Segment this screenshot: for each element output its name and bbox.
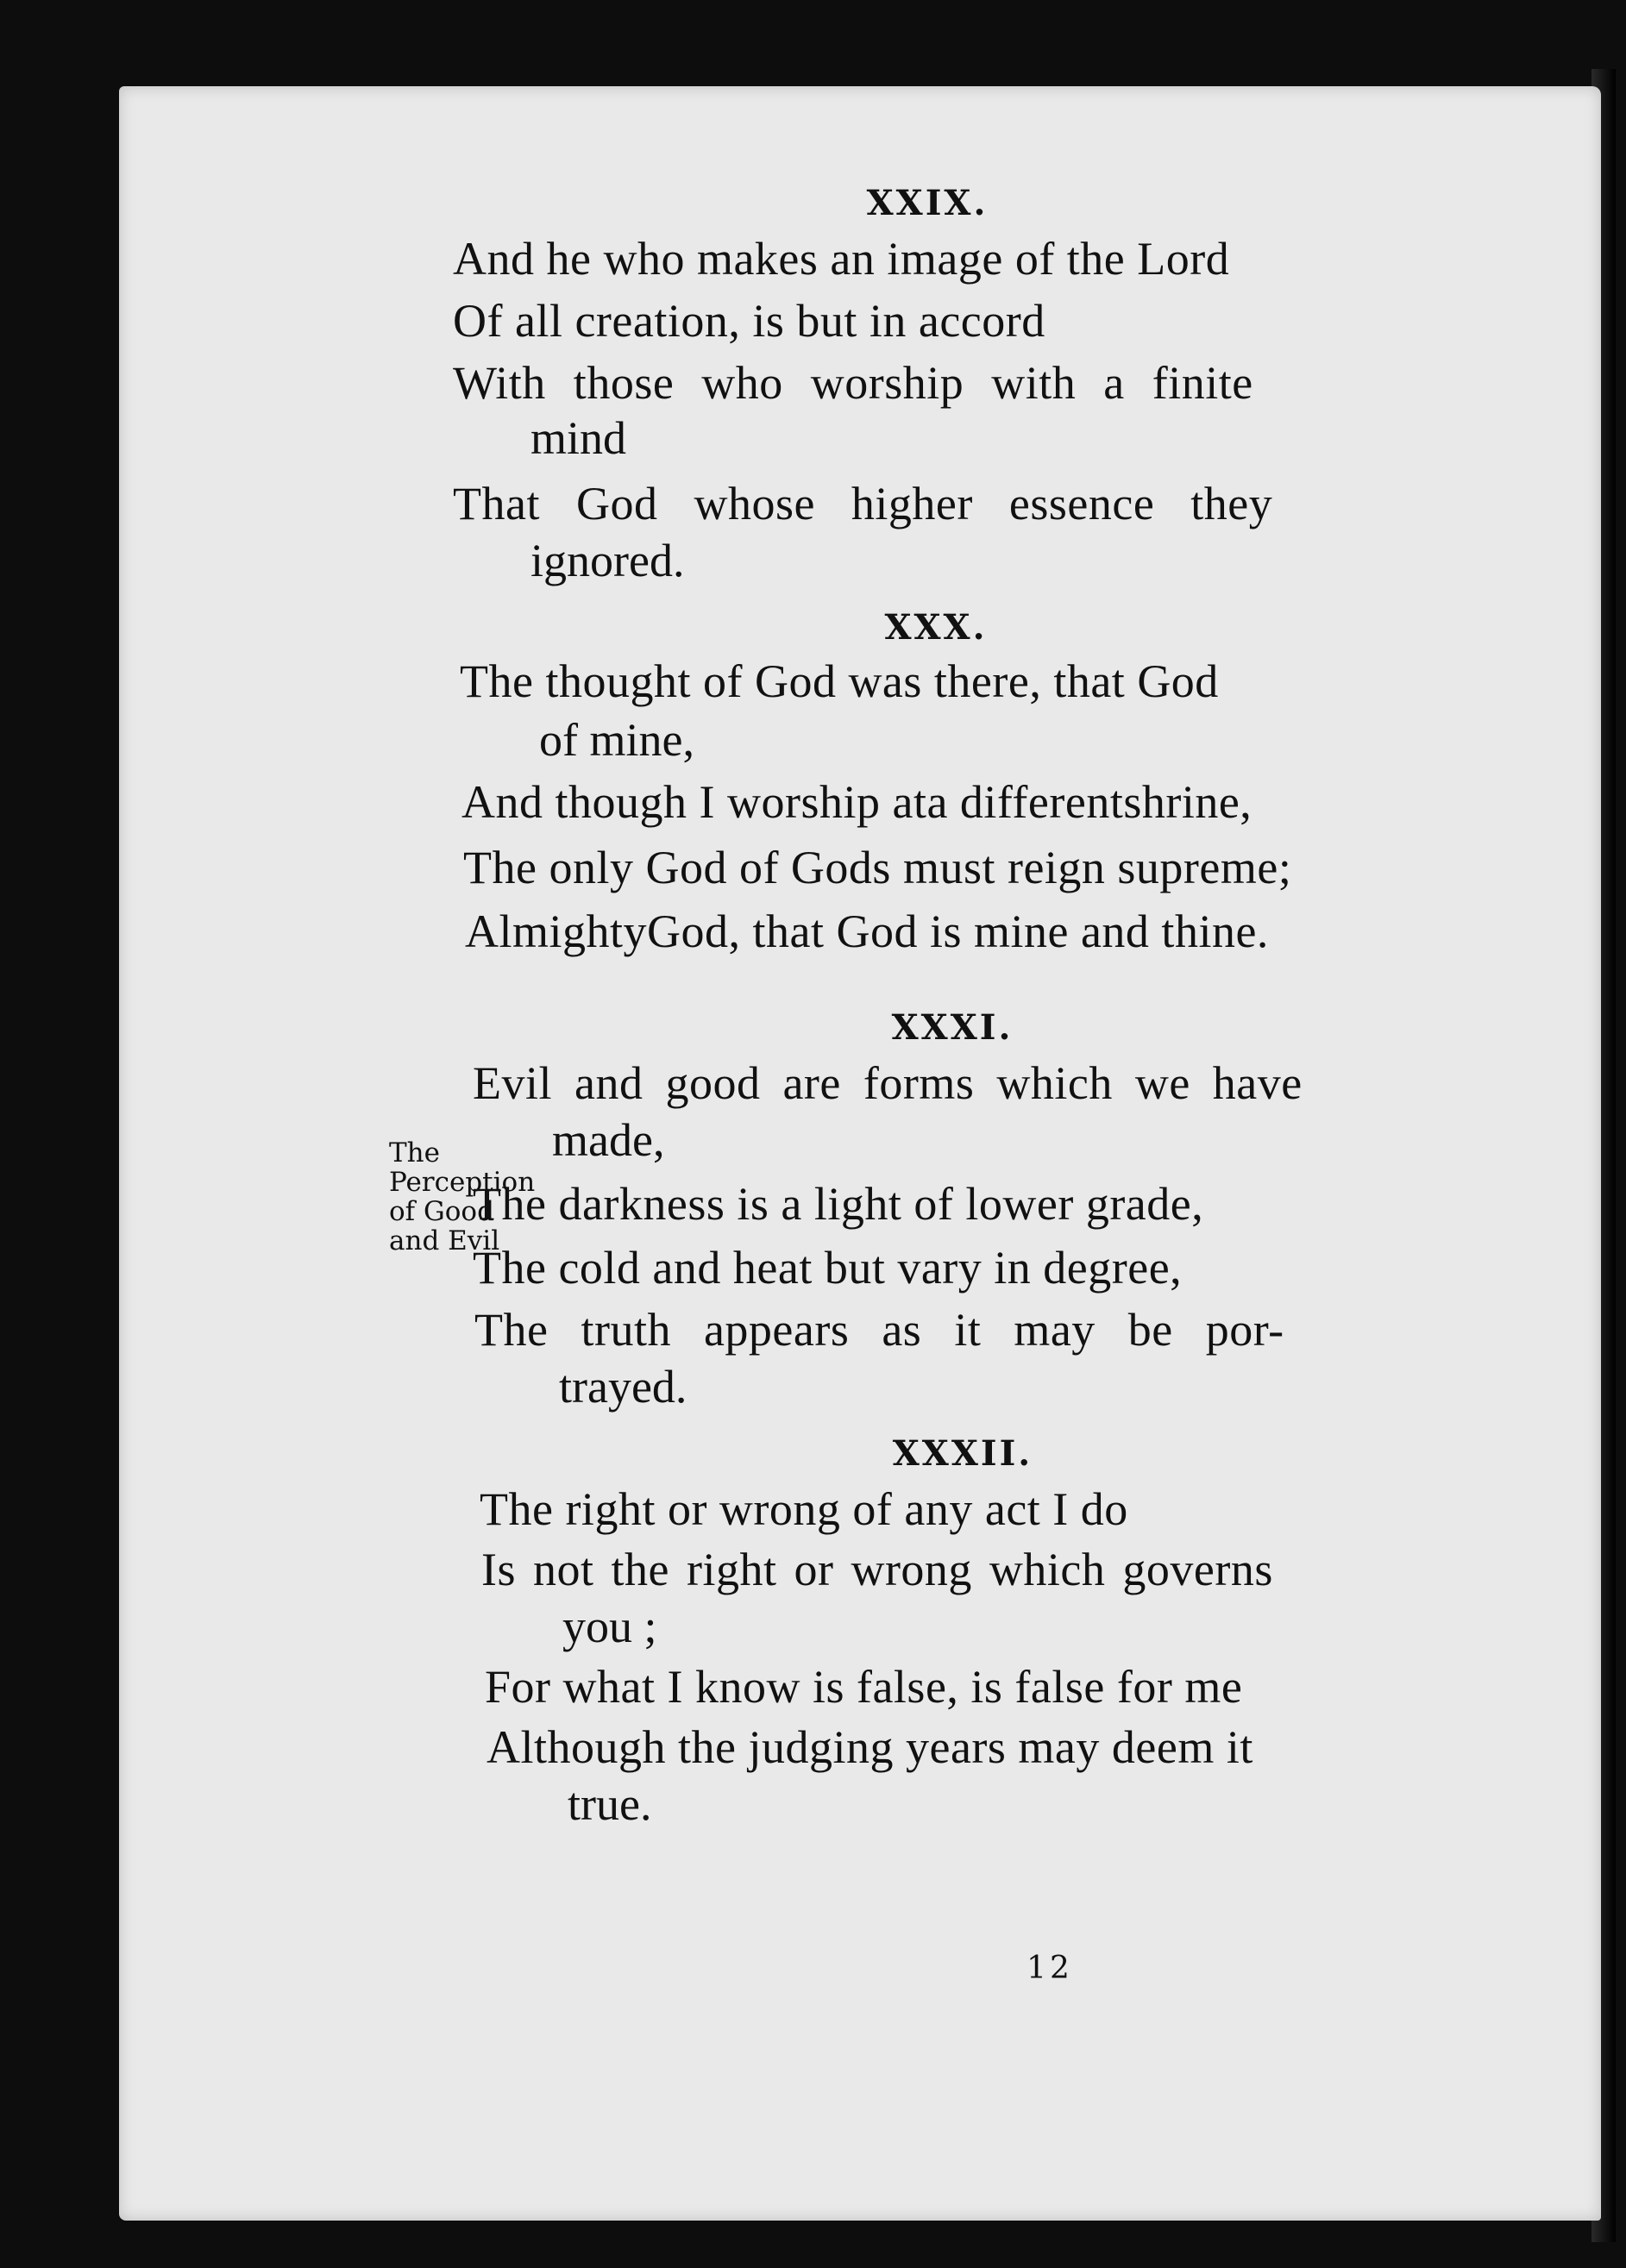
poem-line-continuation: made, — [552, 1114, 665, 1166]
poem-line: And though I worship ata differentshrine, — [461, 776, 1252, 828]
poem-line-continuation: ignored. — [530, 535, 685, 586]
poem-line-continuation: of mine, — [539, 714, 694, 766]
marginal-note-line: The — [389, 1137, 440, 1168]
page-number: 12 — [1026, 1951, 1073, 1986]
book-page — [119, 86, 1601, 2221]
poem-line: With those who worship with a finite — [453, 357, 1253, 409]
poem-line: The darkness is a light of lower grade, — [473, 1178, 1204, 1230]
poem-text-block — [119, 86, 1601, 2221]
poem-line: The cold and heat but vary in degree, — [473, 1242, 1183, 1294]
poem-line: And he who makes an image of the Lord — [453, 233, 1230, 285]
poem-line: Is not the right or wrong which governs — [481, 1544, 1273, 1595]
poem-line: Although the judging years may deem it — [487, 1721, 1253, 1773]
poem-line: The right or wrong of any act I do — [480, 1483, 1128, 1535]
poem-line: The truth appears as it may be por- — [474, 1304, 1284, 1356]
poem-line: Of all creation, is but in accord — [453, 295, 1045, 347]
poem-line: For what I know is false, is false for me — [485, 1661, 1243, 1713]
poem-line: That God whose higher essence they — [453, 478, 1273, 529]
poem-line: The only God of Gods must reign supreme; — [463, 842, 1292, 893]
marginal-note-line: and Evil — [389, 1225, 500, 1256]
poem-line: The thought of God was there, that God — [460, 655, 1219, 707]
poem-line-continuation: true. — [568, 1778, 652, 1830]
poem-line: AlmightyGod, that God is mine and thine. — [465, 905, 1269, 957]
stanza-numeral: XXXII. — [892, 1433, 1033, 1474]
poem-line-continuation: mind — [530, 412, 627, 464]
stanza-numeral: XXXI. — [891, 1007, 1014, 1048]
stanza-numeral: XXIX. — [866, 183, 989, 223]
marginal-note-line: Perception — [389, 1167, 536, 1198]
marginal-note-line: of Good — [389, 1196, 494, 1227]
poem-line: Evil and good are forms which we have — [473, 1057, 1303, 1109]
poem-line-continuation: trayed. — [559, 1361, 687, 1413]
poem-line-continuation: you ; — [562, 1601, 657, 1652]
stanza-numeral: XXX. — [884, 607, 988, 648]
